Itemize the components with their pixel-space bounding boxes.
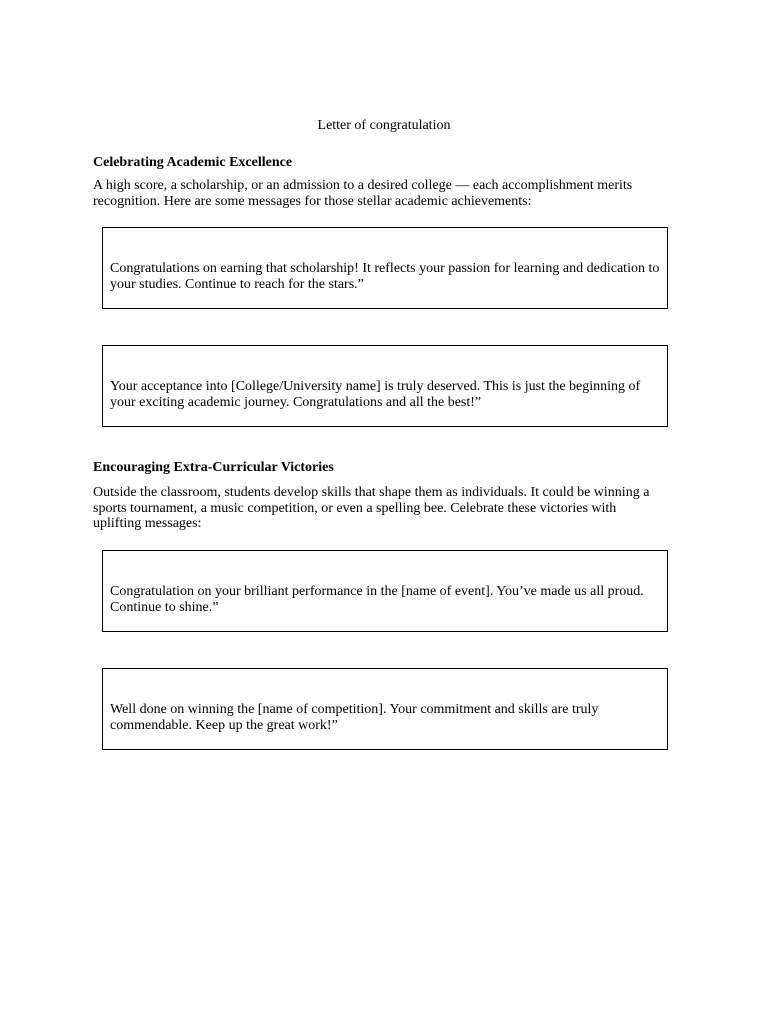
message-text-performance: Congratulation on your brilliant performance in the [name of event]. You’ve made us all proud. Continue to shine.”	[110, 584, 644, 615]
message-box	[102, 345, 668, 427]
section-heading-extracurricular: Encouraging Extra-Curricular Victories	[93, 460, 334, 475]
message-box	[102, 227, 668, 309]
section-intro-extracurricular: Outside the classroom, students develop skills that shape them as individuals. It could be winning a sports tournament, a music competition, or even a spelling bee. Celebrate these victories with uplifting messages:	[93, 485, 650, 531]
message-text-acceptance: Your acceptance into [College/University name] is truly deserved. This is just the beginning of your exciting academic journey. Congratulations and all the best!”	[110, 379, 641, 410]
section-intro-academic: A high score, a scholarship, or an admission to a desired college — each accomplishment merits recognition. Here are some messages for those stellar academic achievements:	[93, 178, 633, 209]
message-box	[102, 550, 668, 632]
page-title: Letter of congratulation	[317, 118, 451, 133]
message-box	[102, 668, 668, 750]
section-heading-academic: Celebrating Academic Excellence	[93, 155, 293, 170]
message-text-competition: Well done on winning the [name of competition]. Your commitment and skills are truly commendable. Keep up the great work!”	[110, 702, 599, 733]
message-text-scholarship: Congratulations on earning that scholarship! It reflects your passion for learning and dedication to your studies. Continue to reach for the stars.”	[110, 261, 660, 292]
